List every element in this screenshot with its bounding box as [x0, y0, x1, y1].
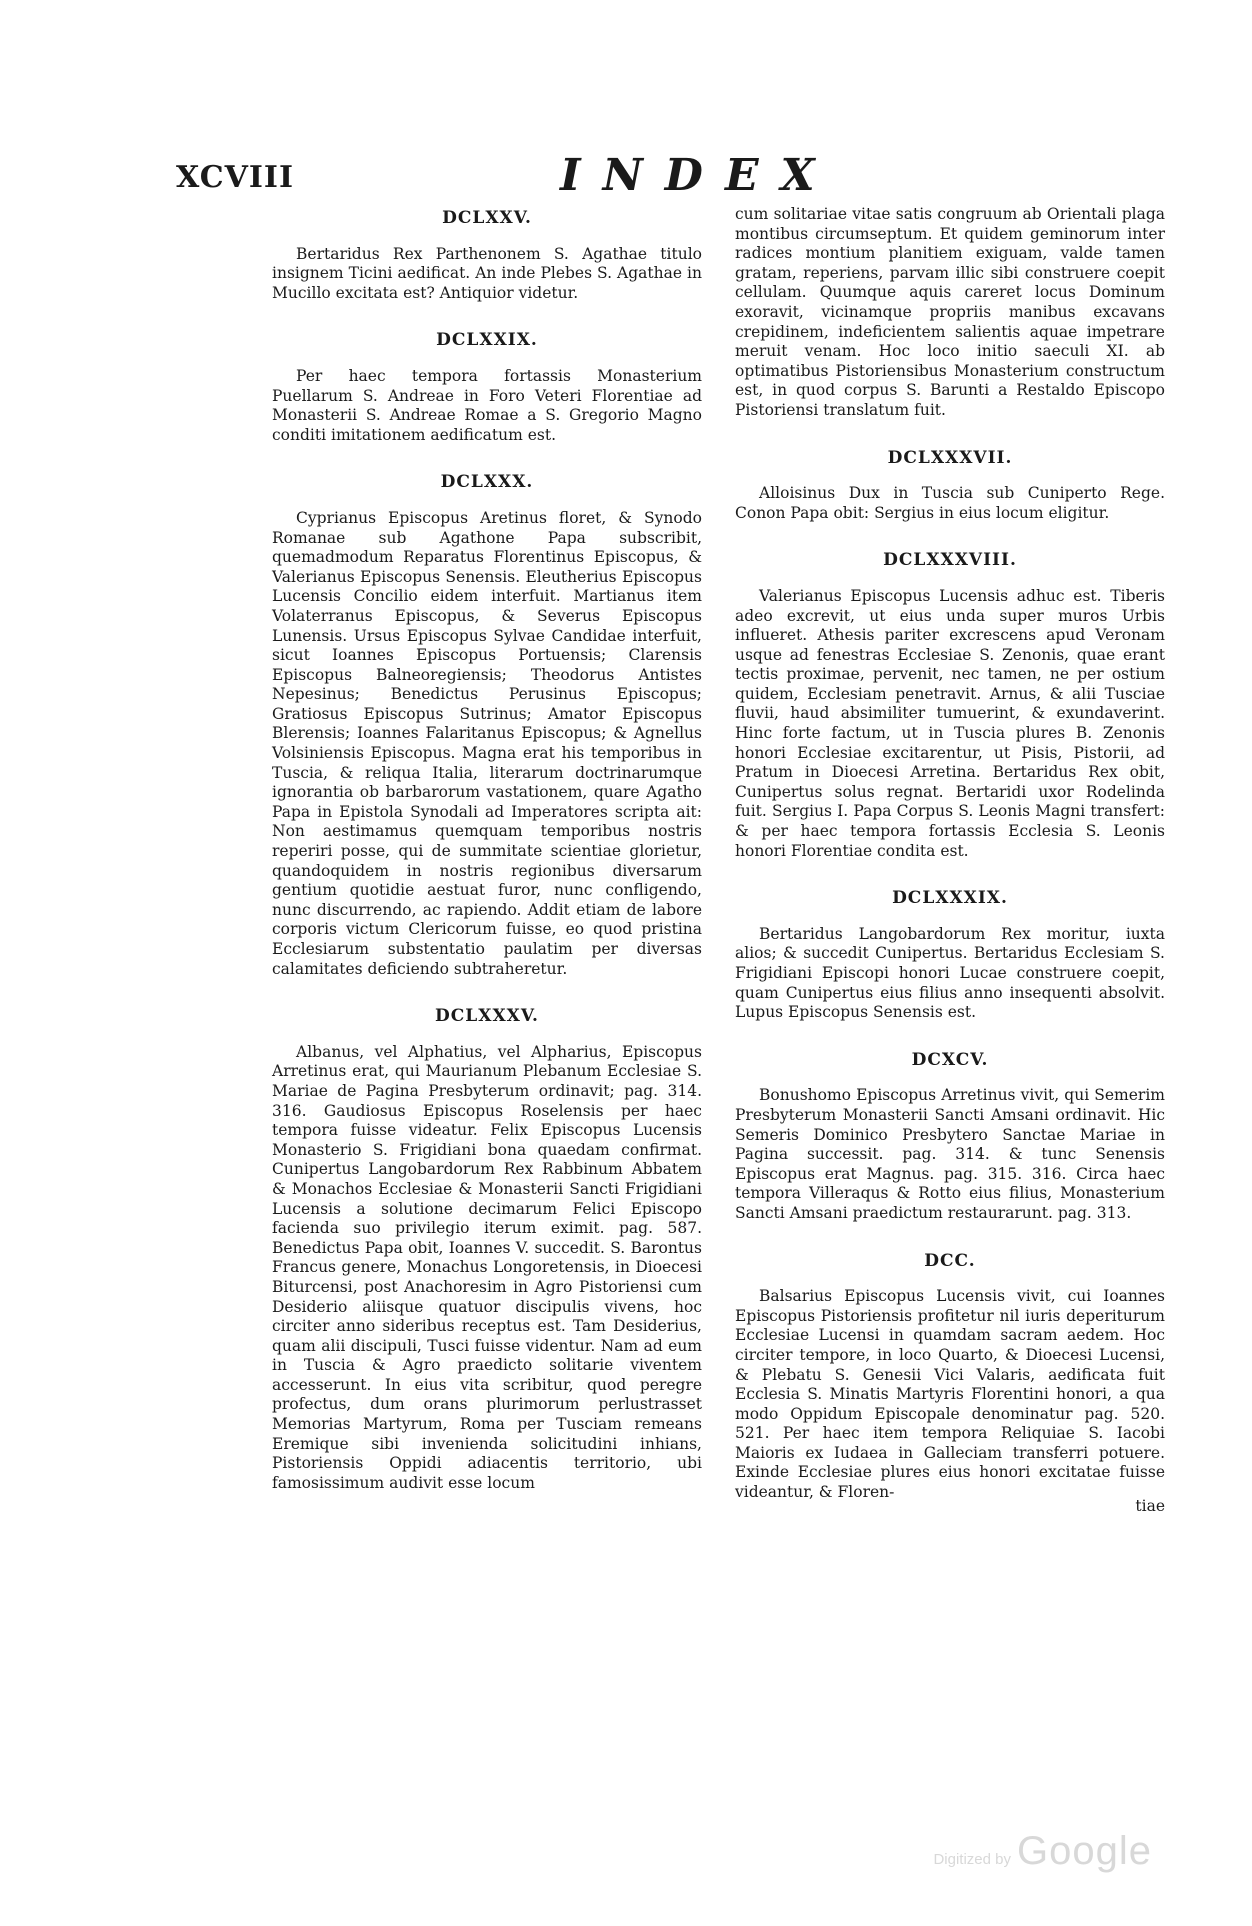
entry-text: Balsarius Episcopus Lucensis vivit, cui Ioannes Episcopus Pistoriensis profitetur nil iuris deperiturum Ecclesiae Lucensi in quamdam sacram aedem. Hoc circiter tempore, in loco Quarto, & Dioecesi Lucensi, & Plebatu S. Genesii Vici Valaris, aedificata fuit Ecclesia S. Minatis Martyris Florentini honori, a qua modo Oppidum Episcopale denominatur pag. 520. 521. Per haec item tempora Reliquiae S. Iacobi Maioris ex Iudaea in Galleciam transferri potuere. Exinde Ecclesiae plures eius honori excitatae fuisse videantur, & Floren- — [735, 1287, 1165, 1502]
index-entry — [735, 1252, 1165, 1503]
entry-heading: DCLXXXVII. — [887, 447, 1013, 468]
entry-heading: DCLXXXIX. — [892, 888, 1008, 909]
entry-heading: DCC. — [924, 1250, 976, 1271]
entry-heading: DCLXXV. — [442, 208, 532, 228]
index-entry — [735, 449, 1165, 524]
page-number: XCVIII — [176, 160, 295, 195]
entry-text: Bertaridus Rex Parthenonem S. Agathae titulo insignem Ticini aedificat. An inde Plebes S. Agathae in Mucillo excitata est? Antiquior videtur. — [272, 244, 702, 302]
entry-heading: DCLXXX. — [440, 472, 534, 493]
catchword: tiae — [1135, 1496, 1165, 1515]
index-entry-continuation — [735, 205, 1165, 421]
entry-text: Valerianus Episcopus Lucensis adhuc est. Tiberis adeo excrevit, ut eius unda super muros Urbis influeret. Athesis pariter excrescens apud Veronam usque ad fenestras Ecclesiae S. Zenonis, quae erant tectis proximae, pervenit, nec tamen, ne per ostium quidem, Ecclesiam penetravit. Arnus, & alii Tusciae fluvii, haud absimiliter tumuerint, & exundaverint. Hinc forte factum, ut in Tuscia plures B. Zenonis honori Ecclesiae excitarentur, ut Pisis, Pistorii, ad Pratum in Dioecesi Arretina. Bertaridus Rex obit, Cunipertus solus regnat. Bertaridi uxor Rodelinda fuit. Sergius I. Papa Corpus S. Leonis Magni transfert: & per haec tempora fortassis Ecclesia S. Leonis honori Florentiae condita est. — [735, 586, 1165, 860]
entry-text: Bonushomo Episcopus Arretinus vivit, qui Semerim Presbyterum Monasterii Sancti Amsani ordinavit. Hic Semeris Dominico Presbytero Sanctae Mariae in Pagina successit. pag. 314. & tunc Senensis Episcopus erat Magnus. pag. 315. 316. Circa haec tempora Villeraqus & Rotto eius filius, Monasterium Sancti Amsani praedictum restaurarunt. pag. 313. — [735, 1086, 1165, 1222]
index-entry — [735, 889, 1165, 1023]
entry-heading: DCLXXXV. — [435, 1006, 539, 1027]
digitized-watermark — [933, 1829, 1152, 1874]
index-entry — [735, 551, 1165, 861]
entry-text: cum solitariae vitae satis congruum ab Orientali plaga montibus circumseptum. Et quidem geminorum inter radices montium planitiem exiguam, valde tamen gratam, reperiens, parvam illic sibi construere coepit cellulam. Quumque aquis careret locus Dominum exoravit, vicinamque propriis manibus excavans crepidinem, indeficientem salientis aquae impetrare meruit venam. Hoc loco initio saeculi XI. ab optimatibus Pistoriensibus Monasterium constructum est, in quod corpus S. Barunti a Restaldo Episcopo Pistoriensi translatum fuit. — [735, 205, 1165, 419]
running-title: INDEX — [560, 150, 837, 201]
index-entry — [272, 1007, 702, 1493]
entry-text: Bertaridus Langobardorum Rex moritur, iuxta alios; & succedit Cunipertus. Bertaridus Ecclesiam S. Frigidiani Episcopi honori Lucae construere coepit, quam Cunipertus eius filius anno insequenti absolvit. Lupus Episcopus Senensis est. — [735, 924, 1165, 1022]
entry-text: Cyprianus Episcopus Aretinus floret, & Synodo Romanae sub Agathone Papa subscribit, quemadmodum Reparatus Florentinus Episcopus, & Valerianus Episcopus Senensis. Eleutherius Episcopus Lucensis Concilio eidem interfuit. Martianus item Volaterranus Episcopus, & Severus Episcopus Lunensis. Ursus Episcopus Sylvae Candidae interfuit, sicut Ioannes Episcopus Portuensis; Clarensis Episcopus Balneoregiensis; Theodorus Antistes Nepesinus; Benedictus Perusinus Episcopus; Gratiosus Episcopus Sutrinus; Amator Episcopus Blerensis; Ioannes Falaritanus Episcopus; & Agnellus Volsiniensis Episcopus. Magna erat his temporibus in Tuscia, & reliqua Italia, literarum doctrinarumque ignorantia ob barbarorum vastationem, quare Agatho Papa in Epistola Synodali ad Imperatores scripta ait: Non aestimamus quemquam temporibus nostris reperiri posse, qui de summitate scientiae glorietur, quandoquidem in nostris regionibus diversarum gentium quotidie aestuat furor, nunc confligendo, nunc discurrendo, ac rapiendo. Addit etiam de labore corporis victum Clericorum fuisse, eo quod pristina Ecclesiarum substentatio paulatim per diversas calamitates deficiendo subtraheretur. — [272, 508, 702, 978]
entry-text: Per haec tempora fortassis Monasterium Puellarum S. Andreae in Foro Veteri Florentiae ad Monasterii S. Andreae Romae a S. Gregorio Magno conditi imitationem aedificatum est. — [272, 366, 702, 444]
index-entry — [272, 331, 702, 445]
entry-text: Alloisinus Dux in Tuscia sub Cuniperto Rege. Conon Papa obit: Sergius in eius locum eligitur. — [735, 484, 1165, 522]
entry-text: Albanus, vel Alphatius, vel Alpharius, Episcopus Arretinus erat, qui Maurianum Plebanum Ecclesiae S. Mariae de Pagina Presbyterum ordinavit; pag. 314. 316. Gaudiosus Episcopus Roselensis per haec tempora fuisse videatur. Felix Episcopus Lucensis Monasterio S. Frigidiani bona quaedam confirmat. Cunipertus Langobardorum Rex Rabbinum Abbatem & Monachos Ecclesiae & Monasterii Sancti Frigidiani Lucensis a solutione decimarum Felici Episcopo facienda suo privilegio iterum eximit. pag. 587. Benedictus Papa obit, Ioannes V. succedit. S. Barontus Francus genere, Monachus Longoretensis, in Dioecesi Biturcensi, post Anachoresim in Agro Pistoriensi cum Desiderio aliisque quatuor discipulis vivens, hoc circiter anno sideribus receptus est. Tam Desiderius, quam alii discipuli, Tusci fuisse videntur. Nam ad eum in Tuscia & Agro praedicto solitarie viventem accesserunt. In eius vita scribitur, quod peregre profectus, dum orans plurimorum perlustrasset Memorias Martyrum, Roma per Tusciam remeans Eremique sibi invenienda solicitudini inhians, Pistoriensis Oppidi adiacentis territorio, ubi famosissimum audivit esse locum — [272, 1042, 702, 1492]
entry-heading: DCXCV. — [911, 1049, 989, 1070]
index-entry — [272, 209, 702, 303]
entry-heading: DCLXXIX. — [436, 330, 538, 351]
watermark-prefix: Digitized by — [933, 1851, 1012, 1868]
left-column — [272, 205, 702, 1521]
watermark-brand: Google — [1017, 1829, 1152, 1873]
right-column — [735, 205, 1165, 1516]
entry-heading: DCLXXXVIII. — [883, 550, 1017, 571]
index-entry — [735, 1051, 1165, 1224]
index-entry — [272, 473, 702, 979]
